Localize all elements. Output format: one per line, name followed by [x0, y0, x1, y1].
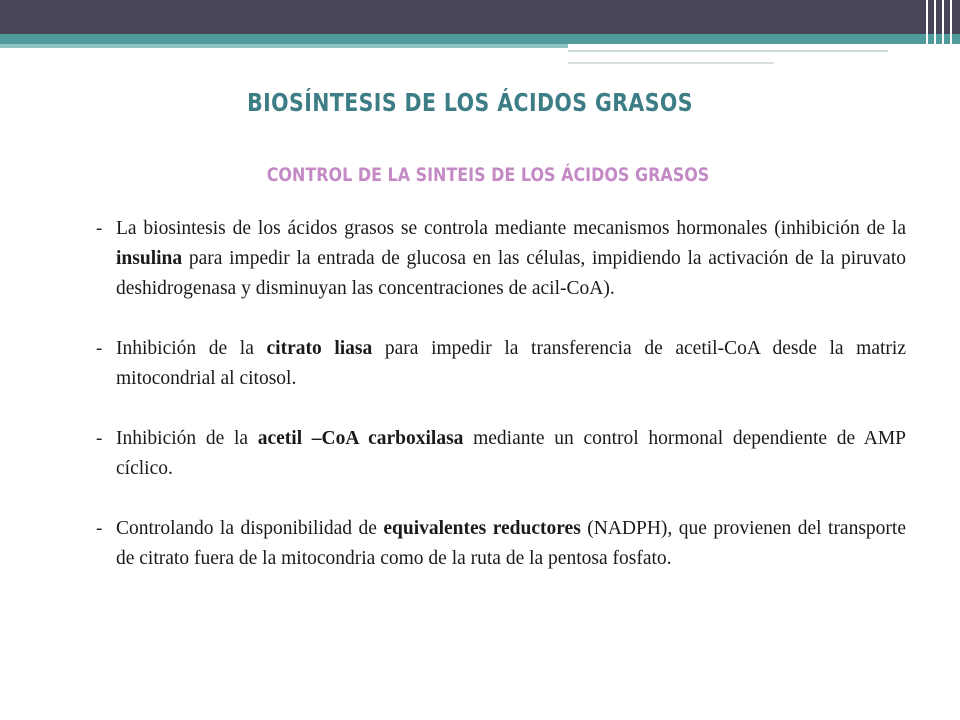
decorative-rule-short — [568, 62, 774, 64]
bullet-text: Inhibición de la — [116, 428, 258, 449]
accent-band-lower — [0, 44, 568, 48]
bullet-text: Controlando la disponibilidad de — [116, 518, 384, 539]
bullet-marker: - — [96, 428, 103, 449]
bullet-text: Inhibición de la — [116, 338, 267, 359]
bullet-text: para impedir la entrada de glucosa en las células, impidiendo la activación de la piruvato deshidrogenasa y disminuyan las concentraciones de acil-CoA). — [116, 248, 906, 299]
bullet-item — [94, 424, 906, 484]
bullet-list — [94, 214, 906, 604]
bullet-text: mediante un control hormonal dependiente de AMP cíclico. — [116, 428, 906, 479]
bullet-item — [94, 334, 906, 394]
slide-subtitle: CONTROL DE LA SINTEIS DE LOS ÁCIDOS GRASOS — [266, 164, 710, 186]
bullet-item — [94, 514, 906, 574]
bullet-marker: - — [96, 338, 103, 359]
decorative-rule — [568, 50, 888, 52]
corner-stripes — [920, 0, 960, 56]
accent-band — [0, 34, 960, 44]
bullet-text: para impedir la transferencia de acetil-CoA desde la matriz mitocondrial al citosol. — [116, 338, 906, 389]
slide-title: BIOSÍNTESIS DE LOS ÁCIDOS GRASOS — [247, 88, 693, 117]
bullet-text: (NADPH), que provienen del transporte de citrato fuera de la mitocondria como de la ruta de la pentosa fosfato. — [116, 518, 906, 569]
bullet-emphasis: acetil –CoA carboxilasa — [257, 428, 464, 449]
bullet-text: La biosintesis de los ácidos grasos se controla mediante mecanismos hormonales (inhibición de la — [116, 218, 906, 239]
bullet-marker: - — [96, 218, 103, 239]
bullet-emphasis: citrato liasa — [266, 338, 373, 359]
bullet-marker: - — [96, 518, 103, 539]
header-bar — [0, 0, 960, 34]
bullet-item — [94, 214, 906, 304]
bullet-emphasis: equivalentes reductores — [383, 518, 581, 539]
bullet-emphasis: insulina — [116, 248, 183, 269]
